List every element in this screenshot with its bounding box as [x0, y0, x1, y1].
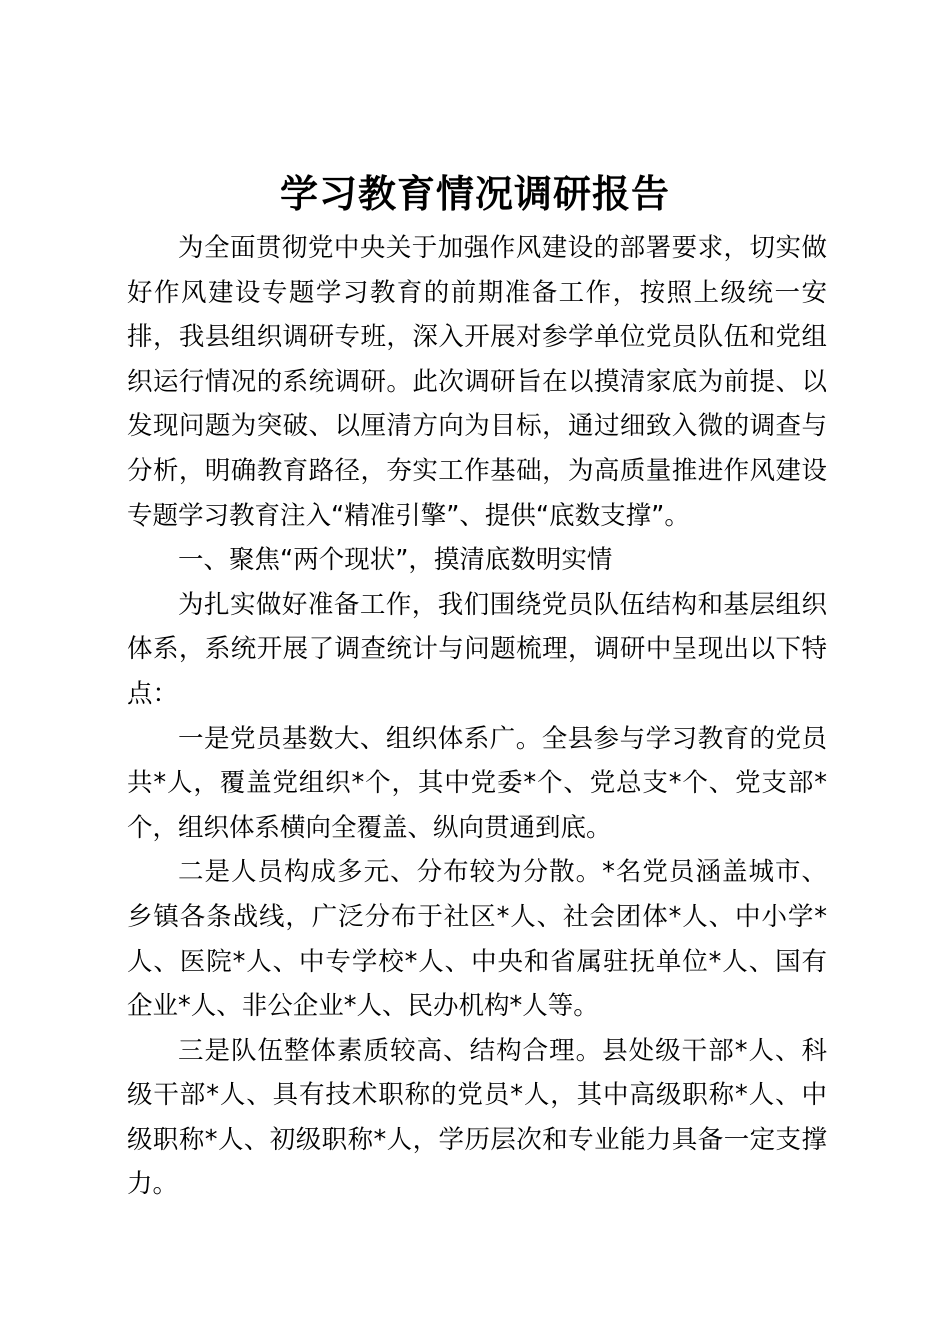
document-title: 学习教育情况调研报告 [279, 171, 670, 216]
point-three-paragraph: 三是队伍整体素质较高、结构合理。县处级干部*人、科级干部*人、具有技术职称的党员*人，其中高级职称*人、中级职称*人、初级职称*人，学历层次和专业能力具备一定支撑力。 [127, 1035, 827, 1200]
section-intro-paragraph: 为扎实做好准备工作，我们围绕党员队伍结构和基层组织体系，系统开展了调查统计与问题梳理，调研中呈现出以下特点： [127, 589, 827, 709]
document-body [127, 226, 827, 1207]
intro-paragraph: 为全面贯彻党中央关于加强作风建设的部署要求，切实做好作风建设专题学习教育的前期准备工作，按照上级统一安排，我县组织调研专班，深入开展对参学单位党员队伍和党组织运行情况的系统调研。此次调研旨在以摸清家底为前提、以发现问题为突破、以厘清方向为目标，通过细致入微的调查与分析，明确教育路径，夯实工作基础，为高质量推进作风建设专题学习教育注入“精准引擎”、提供“底数支撑”。 [127, 233, 827, 531]
point-one-paragraph: 一是党员基数大、组织体系广。全县参与学习教育的党员共*人，覆盖党组织*个，其中党委*个、党总支*个、党支部*个，组织体系横向全覆盖、纵向贯通到底。 [127, 723, 827, 843]
section-heading-1: 一、聚焦“两个现状”，摸清底数明实情 [178, 545, 613, 576]
point-two-paragraph: 二是人员构成多元、分布较为分散。*名党员涵盖城市、乡镇各条战线，广泛分布于社区*人、社会团体*人、中小学*人、医院*人、中专学校*人、中央和省属驻抚单位*人、国有企业*人、非公企业*人、民办机构*人等。 [127, 857, 827, 1022]
